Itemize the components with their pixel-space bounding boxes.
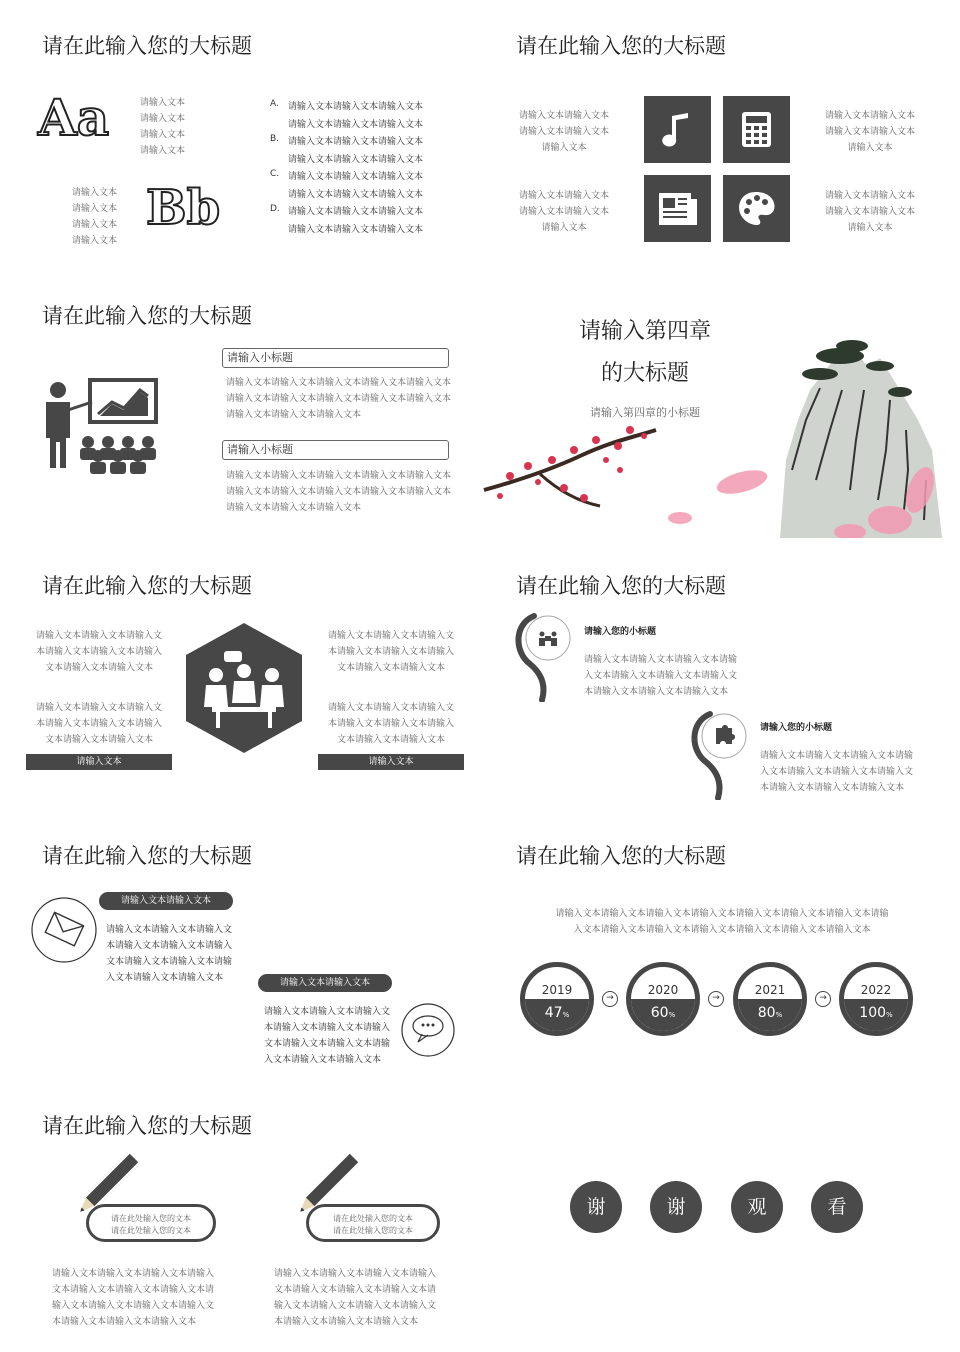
letter-aa-glyph: Aa xyxy=(38,88,110,147)
slide-8 xyxy=(480,810,960,1078)
year-circle-2020: 2020 60% xyxy=(626,962,700,1036)
slide-9 xyxy=(0,1080,480,1348)
arrow-icon: → xyxy=(602,991,618,1007)
text-block-tr: 请输入文本请输入文本 请输入文本请输入文本 请输入文本 xyxy=(824,111,915,153)
text-block-tl: 请输入文本请输入文本请输入文 本请输入文本请输入文本请输入 文本请输入文本请输入文本 xyxy=(35,631,162,673)
body-1: 请输入文本请输入文本请输入文本请输入 文本请输入文本请输入文本请输入文本请 输入文本请输入文本请输入文本请输入文 本请输入文本请输入文本请输入文本 xyxy=(52,1269,215,1327)
slide-7 xyxy=(0,810,480,1078)
swirl-node-2 xyxy=(688,710,758,800)
slide-6 xyxy=(480,540,960,808)
letter-bb-glyph: Bb xyxy=(146,180,221,236)
thanks-char-1: 谢 xyxy=(570,1181,622,1233)
subtitle-box-2: 请输入小标题 xyxy=(222,440,449,460)
label-bar-left: 请输入文本 xyxy=(26,754,172,770)
option-item: D. 请输入文本请输入文本请输入文本 请输入文本请输入文本请输入文本 xyxy=(270,204,424,235)
speech-bubble-icon xyxy=(398,1000,458,1060)
slide-title: 请在此输入您的大标题 xyxy=(42,34,252,58)
text-block-tl: 请输入文本请输入文本 请输入文本请输入文本 请输入文本 xyxy=(518,111,609,153)
slide-2 xyxy=(480,0,960,268)
slide-1 xyxy=(0,0,480,268)
option-item: C. 请输入文本请输入文本请输入文本 请输入文本请输入文本请输入文本 xyxy=(270,169,424,200)
subtitle-2: 请输入您的小标题 xyxy=(760,723,833,733)
slide-4 xyxy=(480,270,960,538)
slide-title: 请在此输入您的大标题 xyxy=(42,304,252,328)
chapter-title-line-2: 的大标题 xyxy=(600,361,689,386)
slide-title: 请在此输入您的大标题 xyxy=(516,844,726,868)
presentation-icon xyxy=(40,376,170,476)
option-item: B. 请输入文本请输入文本请输入文本 请输入文本请输入文本请输入文本 xyxy=(270,134,424,165)
pill-label-2: 请输入文本请输入文本 xyxy=(258,974,392,992)
chapter-title-line-1: 请输入第四章 xyxy=(578,319,711,344)
slide-title: 请在此输入您的大标题 xyxy=(42,574,252,598)
body-1: 请输入文本请输入文本请输入文本请输 入文本请输入文本请输入文本请输入文 本请输入文本请输入文本请输入文本 xyxy=(584,655,738,697)
envelope-icon xyxy=(28,894,100,966)
meeting-icon xyxy=(186,623,302,753)
thanks-char-3: 观 xyxy=(731,1181,783,1233)
slide-title: 请在此输入您的大标题 xyxy=(516,574,726,598)
options-list xyxy=(270,99,423,239)
slide-title: 请在此输入您的大标题 xyxy=(42,1114,252,1138)
option-item: A. 请输入文本请输入文本请输入文本 请输入文本请输入文本请输入文本 xyxy=(270,99,424,130)
thanks-char-2: 谢 xyxy=(650,1181,702,1233)
swirl-node-1 xyxy=(512,612,582,702)
subtitle-box-1: 请输入小标题 xyxy=(222,348,449,368)
body-2: 请输入文本请输入文本请输入文本请输 入文本请输入文本请输入文本请输入文 本请输入文本请输入文本请输入文本 xyxy=(760,751,914,793)
body-2: 请输入文本请输入文本请输入文本请输入 文本请输入文本请输入文本请输入文本请 输入文本请输入文本请输入文本请输入文 本请输入文本请输入文本请输入文本 xyxy=(274,1269,437,1327)
year-circle-2019: 2019 47% xyxy=(520,962,594,1036)
text-block-br: 请输入文本请输入文本请输入文 本请输入文本请输入文本请输入 文本请输入文本请输入文本 xyxy=(327,703,454,745)
palette-icon xyxy=(723,175,790,242)
text-block-tr: 请输入文本请输入文本请输入文 本请输入文本请输入文本请输入 文本请输入文本请输入文本 xyxy=(327,631,454,673)
speech-bubble-1: 请在此处输入您的文本 请在此处输入您的文本 xyxy=(86,1204,216,1242)
slide-10 xyxy=(480,1080,960,1348)
slide-5 xyxy=(0,540,480,808)
year-circle-2021: 2021 80% xyxy=(733,962,807,1036)
text-block-bl: 请输入文本请输入文本请输入文 本请输入文本请输入文本请输入 文本请输入文本请输入文本 xyxy=(35,703,162,745)
text-block-br: 请输入文本请输入文本 请输入文本请输入文本 请输入文本 xyxy=(824,191,915,233)
arrow-icon: → xyxy=(708,991,724,1007)
year-circle-2022: 2022 100% xyxy=(839,962,913,1036)
newspaper-icon xyxy=(644,175,711,242)
slide-title: 请在此输入您的大标题 xyxy=(42,844,252,868)
calculator-icon xyxy=(723,96,790,163)
ink-landscape-image xyxy=(480,270,960,538)
thanks-char-4: 看 xyxy=(811,1181,863,1233)
intro-text: 请输入文本请输入文本请输入文本请输入文本请输入文本请输入文本请输入文本请输 入文本请输入文本请输入文本请输入文本请输入文本请输入文本请输入文本 xyxy=(555,909,889,935)
list-b: 请输入文本 请输入文本 请输入文本 请输入文本 xyxy=(72,188,118,246)
subtitle-1: 请输入您的小标题 xyxy=(584,627,657,637)
label-bar-right: 请输入文本 xyxy=(318,754,464,770)
text-block-bl: 请输入文本请输入文本 请输入文本请输入文本 请输入文本 xyxy=(518,191,609,233)
body-text-2: 请输入文本请输入文本请输入文本请输入文本请输入文本 请输入文本请输入文本请输入文本请输入文本请输入文本 请输入文本请输入文本请输入文本 xyxy=(226,471,452,513)
chapter-subtitle: 请输入第四章的小标题 xyxy=(590,406,700,419)
arrow-icon: → xyxy=(815,991,831,1007)
body-2: 请输入文本请输入文本请输入文 本请输入文本请输入文本请输入 文本请输入文本请输入文本请输 入文本请输入文本请输入文本 xyxy=(264,1007,391,1065)
slide-title: 请在此输入您的大标题 xyxy=(516,34,726,58)
music-icon xyxy=(644,96,711,163)
pill-label-1: 请输入文本请输入文本 xyxy=(99,892,233,910)
slide-3 xyxy=(0,270,480,538)
body-text-1: 请输入文本请输入文本请输入文本请输入文本请输入文本 请输入文本请输入文本请输入文本请输入文本请输入文本 请输入文本请输入文本请输入文本 xyxy=(226,378,452,420)
list-a: 请输入文本 请输入文本 请输入文本 请输入文本 xyxy=(140,98,186,156)
body-1: 请输入文本请输入文本请输入文 本请输入文本请输入文本请输入 文本请输入文本请输入文本请输 入文本请输入文本请输入文本 xyxy=(106,925,233,983)
speech-bubble-2: 请在此处输入您的文本 请在此处输入您的文本 xyxy=(306,1204,440,1242)
